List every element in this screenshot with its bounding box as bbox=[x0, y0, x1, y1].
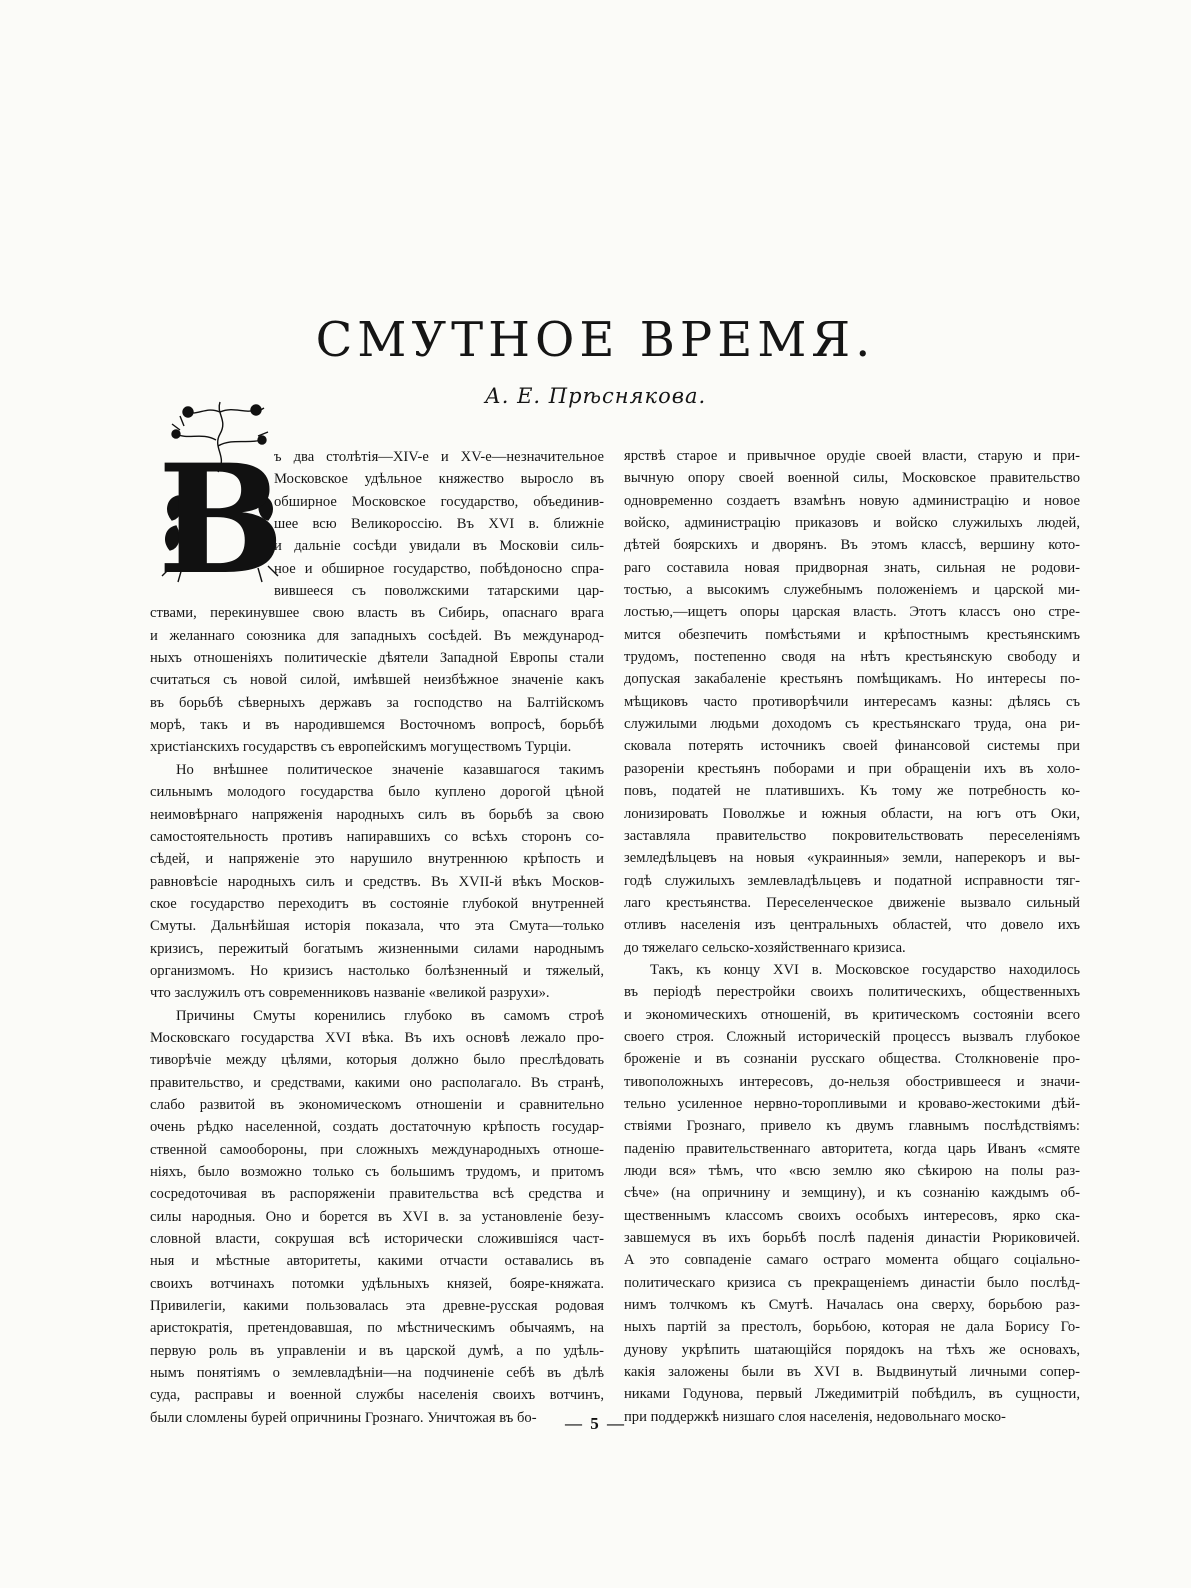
text-line: никами Годунова, первый Лжедимитрій побѣдилъ, въ сущности, bbox=[624, 1386, 1080, 1403]
text-line: тивоположныхъ интересовъ, до-нельзя обострившееся и значи- bbox=[624, 1073, 1080, 1090]
text-line: обширное Московское государство, объединив- bbox=[274, 493, 604, 510]
text-line: мится обезпечить помѣстьями и крѣпостнымъ крестьянскимъ bbox=[624, 626, 1080, 643]
text-line: броженіе и въ сознаніи русскаго общества. Столкновеніе про- bbox=[624, 1051, 1080, 1068]
text-line: земледѣльцевъ на новыя «украинныя» земли, наперекоръ и вы- bbox=[624, 850, 1080, 867]
text-line: христіанскихъ государствъ съ европейскимъ могуществомъ Турціи. bbox=[150, 739, 572, 756]
text-line: А это совпаденіе самаго остраго момента общаго соціально- bbox=[624, 1252, 1080, 1269]
text-line: своего строя. Сложный историческій процессъ вызвалъ глубокое bbox=[624, 1028, 1080, 1045]
text-line: кризисъ, пережитый богатымъ жизненными силами народнымъ bbox=[150, 940, 604, 957]
text-line: лостью,—ищетъ опоры царская власть. Этотъ классъ оно стре- bbox=[624, 604, 1080, 621]
text-line: ныхъ отношеніяхъ политическіе дѣятели Западной Европы стали bbox=[150, 650, 604, 667]
text-line: сильнымъ молодого государства было куплено дорогой цѣной bbox=[150, 784, 604, 801]
text-line: Но внѣшнее политическое значеніе казавшагося такимъ bbox=[176, 761, 604, 778]
text-line: нимъ толчкомъ къ Смутѣ. Началась она сверху, борьбою раз- bbox=[624, 1297, 1080, 1314]
text-line: повъ, податей не платившихъ. Къ тому же потребность ко- bbox=[624, 783, 1080, 800]
text-line: ствами, перекинувшее свою власть въ Сибирь, опаснаго врага bbox=[150, 605, 604, 622]
text-line: лаго крестьянства. Переселенческое движеніе вызвало сильный bbox=[624, 894, 1080, 911]
right-column bbox=[624, 445, 1080, 1428]
text-line: разореніи крестьянъ поборами и при обращеніи ихъ въ холо- bbox=[624, 760, 1080, 777]
text-line: отливъ населенія изъ центральныхъ областей, что довело ихъ bbox=[624, 917, 1080, 934]
article-title: СМУТНОЕ ВРЕМЯ. bbox=[315, 312, 876, 368]
text-line: ное и обширное государство, побѣдоносно спра- bbox=[274, 560, 604, 577]
text-line: дѣтей боярскихъ и дворянъ. Въ этомъ классѣ, вершину кото- bbox=[624, 537, 1080, 554]
text-line: сосредоточивая въ распоряженіи правительства всѣ средства и bbox=[150, 1186, 604, 1203]
text-line: слабо развитой въ экономическомъ отношеніи и сравнительно bbox=[150, 1096, 604, 1113]
left-column bbox=[150, 446, 604, 1429]
text-line: сковала потерять источникъ своей финансовой системы при bbox=[624, 738, 1080, 755]
text-line: допуская закабаленіе крестьянъ помѣщикамъ. Но интересы по- bbox=[624, 671, 1080, 688]
text-line: одновременно создаетъ взамѣнъ новую администрацію и новое bbox=[624, 492, 1080, 509]
text-line: Московскаго государства XVI вѣка. Въ ихъ основѣ лежало про- bbox=[150, 1029, 604, 1046]
page-number: — 5 — bbox=[565, 1414, 626, 1433]
text-line: лонизировать Поволжье и южныя области, на югъ отъ Оки, bbox=[624, 805, 1080, 822]
text-line: ныя и мѣстные авторитеты, какими отчасти оставались въ bbox=[150, 1253, 604, 1270]
text-line: до тяжелаго сельско-хозяйственнаго кризиса. bbox=[624, 939, 906, 956]
text-line: служилыми людьми доходомъ съ крестьянскаго труда, она ри- bbox=[624, 716, 1080, 733]
text-line: раго составила новая придворная знать, сильная не родови- bbox=[624, 559, 1080, 576]
text-line: въ періодѣ перестройки своихъ политическихъ, общественныхъ bbox=[624, 984, 1080, 1001]
text-line: сѣдей, и напряженіе это нарушило внутреннюю крѣпость и bbox=[150, 851, 604, 868]
text-line: своихъ вотчинахъ потомки удѣльныхъ князей, боярe-княжата. bbox=[150, 1275, 604, 1292]
text-line: ское государство переходитъ въ состояніе глубокой внутренней bbox=[150, 895, 604, 912]
text-line: ныхъ партій за престолъ, борьбою, которая не дала Борису Го- bbox=[624, 1319, 1080, 1336]
text-line: вычную опору своей военной силы, Московское правительство bbox=[624, 470, 1080, 487]
text-line: ъ два столѣтія—XIV-е и XV-е—незначительное bbox=[274, 449, 604, 465]
text-line: мѣщиковъ часто противорѣчили интересамъ казны: дѣлясь съ bbox=[624, 693, 1080, 710]
text-line: и дальніе сосѣди увидали въ Московіи силь- bbox=[274, 538, 604, 555]
drop-cap-letter: В bbox=[158, 432, 284, 586]
text-line: сѣче» (на опричнину и земщину), и къ сознанію каждымъ об- bbox=[624, 1185, 1080, 1202]
text-line: Привилегіи, какими пользовалась эта древне-русская родовая bbox=[150, 1298, 604, 1315]
text-line: люди вся» тѣмъ, что «всю землю яко сѣкирою на полы раз- bbox=[624, 1163, 1080, 1179]
text-line: и экономическихъ отношеній, въ критическомъ состояніи всего bbox=[624, 1006, 1080, 1023]
text-line: шее всю Великороссію. Въ XVI в. ближніе bbox=[274, 516, 604, 533]
text-line: считаться съ новой силой, имѣвшей неизбѣжное значеніе какъ bbox=[150, 672, 604, 689]
text-line: трудомъ, постепенно сводя на нѣтъ крестьянскую свободу и bbox=[624, 649, 1080, 666]
text-line: суда, расправы и военной службы населенія своихъ вотчинъ, bbox=[150, 1387, 604, 1404]
text-line: первую роль въ управленіи и въ царской думѣ, а по удѣль- bbox=[150, 1342, 604, 1359]
text-line: ярствѣ старое и привычное орудіе своей власти, старую и при- bbox=[624, 448, 1080, 464]
text-line: самостоятельность противъ напиравшихъ со всѣхъ сторонъ со- bbox=[150, 828, 604, 845]
text-line: ніяхъ, было возможно только съ большимъ трудомъ, и притомъ bbox=[150, 1164, 604, 1180]
text-line: годѣ служилыхъ землевладѣльцевъ и податной исправности тяг- bbox=[624, 872, 1080, 889]
text-line: правительство, и средствами, какими оно располагало. Въ странѣ, bbox=[150, 1074, 604, 1091]
text-line: ственной самообороны, при сложныхъ международныхъ отноше- bbox=[150, 1141, 604, 1158]
text-line: завшемуся въ ихъ борьбѣ послѣ паденія династіи Рюриковичей. bbox=[624, 1230, 1080, 1247]
text-line: организмомъ. Но кризисъ настолько болѣзненный и тяжелый, bbox=[150, 962, 604, 979]
text-line: силы народныя. Оно и борется въ XVI в. за установленіе безу- bbox=[150, 1208, 604, 1225]
text-line: войско, администрацію приказовъ и войско служилыхъ людей, bbox=[624, 515, 1080, 532]
text-line: Причины Смуты коренились глубоко въ самомъ строѣ bbox=[176, 1007, 604, 1024]
article-author: А. Е. Прѣснякова. bbox=[484, 384, 707, 408]
text-line: заставляла правительство покровительствовать переселеніямъ bbox=[624, 827, 1080, 844]
text-line: вившееся съ поволжскими татарскими цар- bbox=[274, 583, 604, 600]
text-line: нымъ понятіямъ о землевладѣніи—на подчиненіе себѣ въ дѣлѣ bbox=[150, 1365, 604, 1382]
text-line: неимовѣрнаго напряженія народныхъ силъ въ борьбѣ за свою bbox=[150, 806, 604, 823]
text-line: Такъ, къ концу XVI в. Московское государство находилось bbox=[650, 961, 1080, 978]
text-line: политическаго кризиса съ прекращеніемъ династіи было послѣд- bbox=[624, 1274, 1080, 1291]
text-line: паденію правительственнаго авторитета, когда царь Иванъ «смяте bbox=[624, 1140, 1080, 1157]
text-line: и желаннаго союзника для западныхъ сосѣдей. Въ международ- bbox=[150, 627, 604, 644]
text-line: что заслужилъ отъ современниковъ названіе «великой разрухи». bbox=[150, 985, 550, 1002]
text-line: морѣ, такъ и въ народившемся Восточномъ вопросѣ, борьбѣ bbox=[150, 717, 604, 734]
text-line: тиворѣчіе между цѣлями, которыя должно было преслѣдовать bbox=[150, 1052, 604, 1069]
text-line: щественнымъ классомъ своихъ особыхъ интересовъ, ярко ска- bbox=[624, 1207, 1080, 1224]
text-line: какія заложены были въ XVI в. Выдвинутый личными сопер- bbox=[624, 1364, 1080, 1381]
text-line: равновѣсіе народныхъ силъ и средствъ. Въ XVII-й вѣкъ Москов- bbox=[150, 873, 604, 890]
text-line: тельно усиленное нервно-торопливыми и кроваво-жестокими дѣй- bbox=[624, 1095, 1080, 1112]
text-line: ствіями Грознаго, привело къ двумъ главнымъ послѣдствіямъ: bbox=[624, 1118, 1080, 1135]
text-line: въ борьбѣ сѣверныхъ державъ за господство на Балтійскомъ bbox=[150, 694, 604, 711]
text-line: очень рѣдко населенной, создать достаточную крѣпость государ- bbox=[150, 1119, 604, 1136]
text-line: при поддержкѣ низшаго слоя населенія, недовольнаго моско- bbox=[624, 1408, 1006, 1425]
text-line: Московское удѣльное княжество выросло въ bbox=[274, 471, 604, 488]
text-line: были сломлены бурей опричнины Грознаго. Уничтожая въ бо- bbox=[150, 1409, 537, 1426]
text-line: словной власти, сокрушая всѣ исторически сложившіяся част- bbox=[150, 1231, 604, 1248]
text-line: Смуты. Дальнѣйшая исторія показала, что эта Смута—только bbox=[150, 918, 604, 935]
text-line: тостью, а высокимъ служебнымъ положеніемъ и царской ми- bbox=[624, 582, 1080, 599]
text-line: аристократія, претендовавшая, по мѣстническимъ обычаямъ, на bbox=[150, 1320, 604, 1337]
text-line: дунову укрѣпить шатающійся порядокъ на тѣхъ же основахъ, bbox=[624, 1341, 1080, 1358]
